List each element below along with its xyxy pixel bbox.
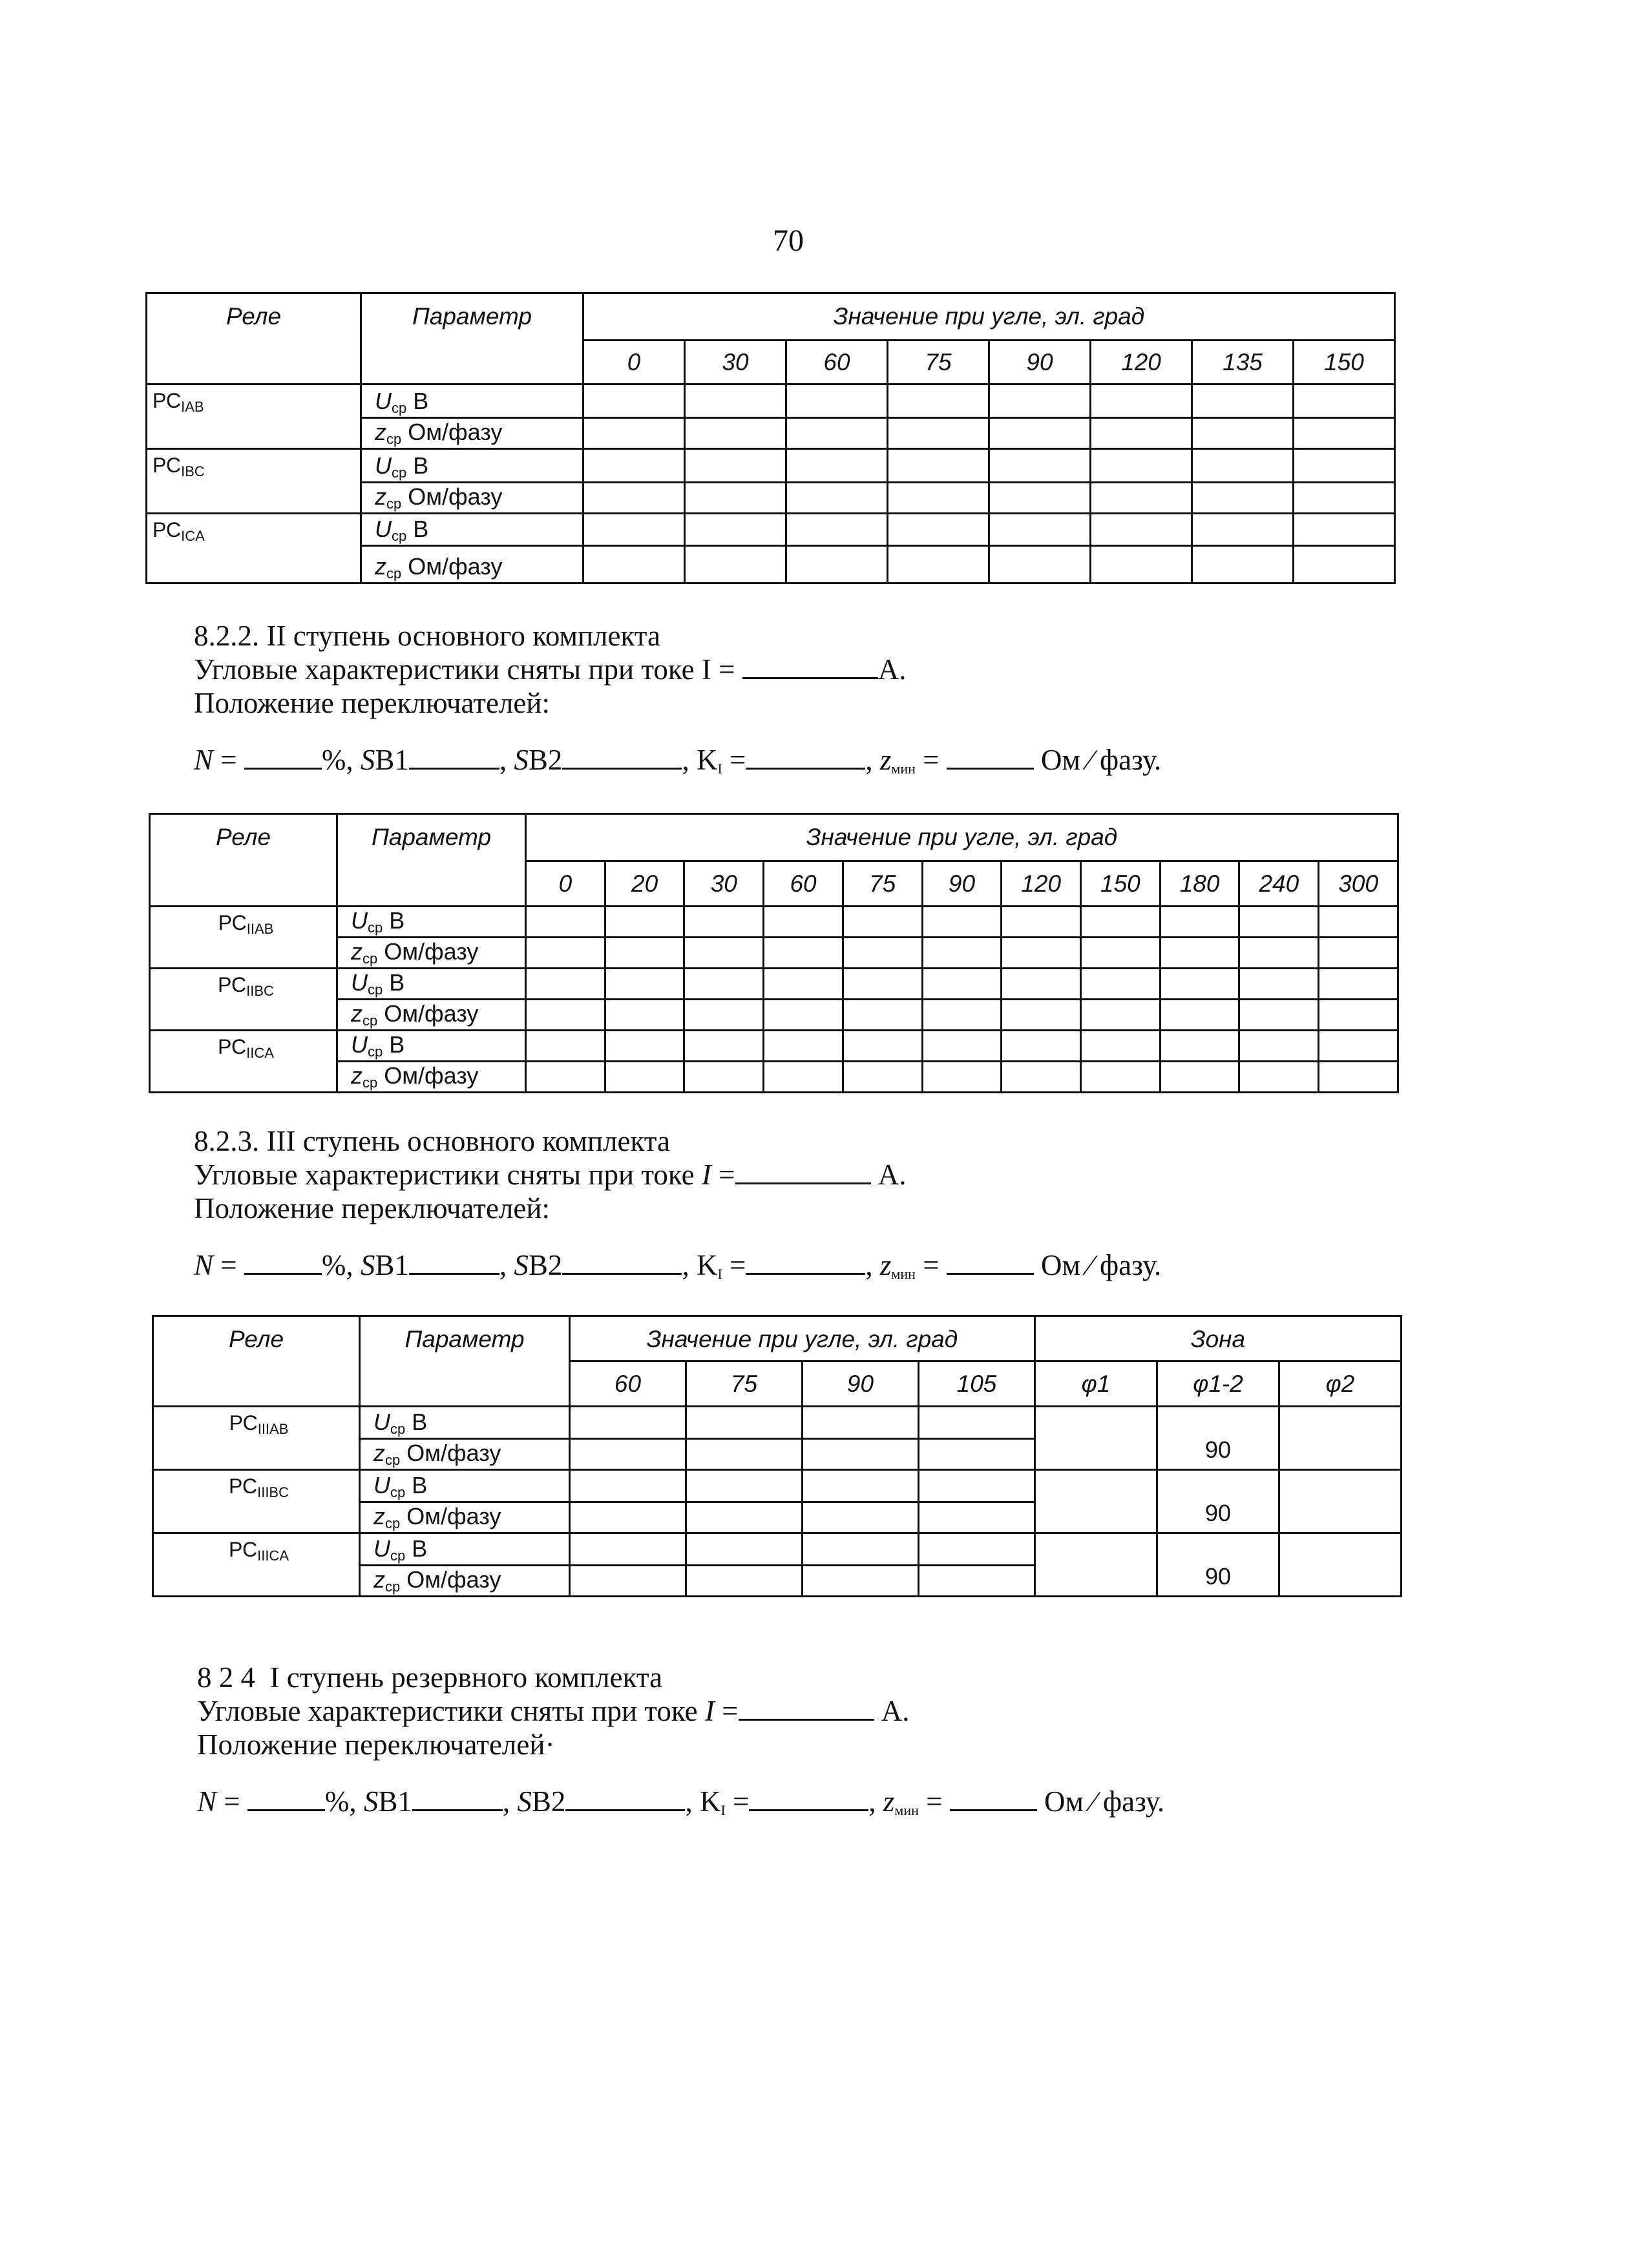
zone-phi2-header: φ2 — [1279, 1361, 1402, 1407]
value-at-angle-header: Значение при угле, эл. град — [570, 1316, 1035, 1361]
zone-value: 90 — [1157, 1407, 1279, 1470]
zone-phi1-header: φ1 — [1035, 1361, 1157, 1407]
angle-header: 30 — [684, 861, 764, 907]
angle-header: 90 — [989, 341, 1091, 384]
param-u: $U_{ср}$ В — [361, 449, 583, 483]
section-title: 8 2 4 I ступень резервного комплекта — [197, 1661, 663, 1694]
value-at-angle-header: Значение при угле, эл. град — [526, 814, 1398, 861]
relay-name: $РС_{IIAB}$ — [150, 907, 337, 969]
parameter-header: Параметр — [360, 1316, 570, 1407]
param-u: $U_{ср}$ В — [337, 969, 526, 1000]
relay-name: $РС_{IIBC}$ — [150, 969, 337, 1031]
angle-header: 0 — [583, 341, 685, 384]
angle-header: 60 — [764, 861, 843, 907]
zone-header: Зона — [1035, 1316, 1402, 1361]
relay-name: $РС_{IBC}$ — [147, 449, 361, 514]
param-z: $z_{ср}$ Ом/фазу — [361, 546, 583, 583]
angle-header: 150 — [1294, 341, 1395, 384]
zone-phi12-header: φ1-2 — [1157, 1361, 1279, 1407]
angle-header: 75 — [843, 861, 922, 907]
value-at-angle-header: Значение при угле, эл. град — [583, 293, 1395, 341]
param-z: $z_{ср}$ Ом/фазу — [360, 1439, 570, 1470]
formula-822: N = %, SB1 , SB2 , $K_I$ = , $z_{мин}$ = Ом ∕ фазу. — [194, 744, 1162, 777]
page-number: 70 — [773, 224, 804, 258]
param-u: $U_{ср}$ В — [337, 907, 526, 938]
angle-header: 60 — [786, 341, 888, 384]
angle-header: 60 — [570, 1361, 686, 1407]
angle-header: 75 — [888, 341, 989, 384]
angle-header: 150 — [1081, 861, 1161, 907]
angle-header: 90 — [803, 1361, 919, 1407]
section-824-text: 8 2 4 I ступень резервного комплекта Угловые характеристики сняты при токе I = А. Положение переключателей· — [197, 1661, 910, 1761]
parameter-header: Параметр — [361, 293, 583, 384]
param-u: $U_{ср}$ В — [360, 1470, 570, 1502]
section-title: 8.2.3. III ступень основного комплекта — [194, 1125, 670, 1157]
angle-header: 120 — [1002, 861, 1081, 907]
relay-name: $РС_{ICA}$ — [147, 514, 361, 583]
angle-header: 20 — [605, 861, 684, 907]
angle-header: 300 — [1319, 861, 1398, 907]
relay-header: Реле — [153, 1316, 360, 1407]
angle-header: 120 — [1091, 341, 1192, 384]
param-z: $z_{ср}$ Ом/фазу — [360, 1566, 570, 1597]
section-823-text: 8.2.3. III ступень основного комплекта Угловые характеристики сняты при токе I = А. Положение переключателей: — [194, 1125, 907, 1224]
table-stage2-main — [149, 813, 1399, 1093]
table-stage1-main — [145, 292, 1396, 584]
relay-header: Реле — [150, 814, 337, 907]
table-stage3-main — [152, 1315, 1402, 1597]
param-z: $z_{ср}$ Ом/фазу — [337, 1000, 526, 1031]
param-z: $z_{ср}$ Ом/фазу — [361, 418, 583, 449]
angle-header: 240 — [1239, 861, 1319, 907]
relay-name: $РС_{IIIAB}$ — [153, 1407, 360, 1470]
section-title: 8.2.2. II ступень основного комплекта — [194, 620, 660, 652]
section-822-text: 8.2.2. II ступень основного комплекта Угловые характеристики сняты при токе I = А. Положение переключателей: — [194, 620, 907, 719]
angle-header: 75 — [686, 1361, 803, 1407]
param-z: $z_{ср}$ Ом/фазу — [337, 1062, 526, 1093]
param-u: $U_{ср}$ В — [360, 1533, 570, 1566]
relay-name: $РС_{IICA}$ — [150, 1031, 337, 1093]
relay-name: $РС_{IAB}$ — [147, 384, 361, 449]
angle-header: 30 — [685, 341, 786, 384]
formula-824: N = %, SB1 , SB2 , $K_I$ = , $z_{мин}$ = Ом ∕ фазу. — [197, 1785, 1165, 1818]
relay-name: $РС_{IIIBC}$ — [153, 1470, 360, 1533]
angle-header: 0 — [526, 861, 605, 907]
param-z: $z_{ср}$ Ом/фазу — [361, 483, 583, 514]
param-u: $U_{ср}$ В — [337, 1031, 526, 1062]
param-z: $z_{ср}$ Ом/фазу — [337, 938, 526, 969]
param-z: $z_{ср}$ Ом/фазу — [360, 1502, 570, 1533]
relay-name: $РС_{IIICA}$ — [153, 1533, 360, 1597]
angle-header: 90 — [922, 861, 1002, 907]
parameter-header: Параметр — [337, 814, 526, 907]
zone-value: 90 — [1157, 1470, 1279, 1533]
angle-header: 180 — [1160, 861, 1239, 907]
zone-value: 90 — [1157, 1533, 1279, 1597]
formula-823: N = %, SB1 , SB2 , $K_I$ = , $z_{мин}$ = Ом ∕ фазу. — [194, 1249, 1162, 1282]
param-u: $U_{ср}$ В — [360, 1407, 570, 1439]
relay-header: Реле — [147, 293, 361, 384]
param-u: $U_{ср}$ В — [361, 384, 583, 418]
angle-header: 105 — [919, 1361, 1035, 1407]
angle-header: 135 — [1192, 341, 1294, 384]
param-u: $U_{ср}$ В — [361, 514, 583, 546]
